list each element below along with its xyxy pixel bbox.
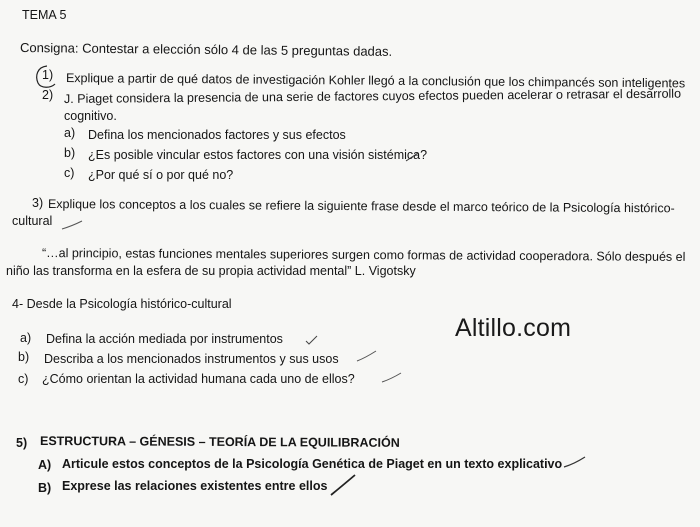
check-mark-icon bbox=[304, 332, 320, 346]
question-5b-text: Exprese las relaciones existentes entre ellos bbox=[62, 479, 328, 493]
question-3-quote-line2: niño las transforma en la esfera de su propia actividad mental” L. Vigotsky bbox=[6, 264, 416, 278]
question-2b-letter: b) bbox=[64, 146, 76, 160]
question-5-number: 5) bbox=[16, 436, 28, 450]
question-4a-text: Defina la acción mediada por instrumentos bbox=[46, 332, 283, 346]
question-4a-letter: a) bbox=[20, 331, 32, 345]
question-3-number: 3) bbox=[32, 196, 44, 210]
question-5-title: ESTRUCTURA – GÉNESIS – TEORÍA DE LA EQUILIBRACIÓN bbox=[39, 434, 400, 450]
question-5b-letter: B) bbox=[38, 481, 52, 495]
question-2a-text: Defina los mencionados factores y sus efectos bbox=[88, 128, 346, 142]
instructions: Consigna: Contestar a elección sólo 4 de las 5 preguntas dadas. bbox=[19, 40, 393, 59]
question-2c-letter: c) bbox=[64, 166, 75, 180]
question-3-text-line1: Explique los conceptos a los cuales se refiere la siguiente frase desde el marco teórico de la Psicología histórico- bbox=[47, 197, 675, 216]
question-4c-letter: c) bbox=[18, 372, 29, 386]
question-4c-text: ¿Cómo orientan la actividad humana cada uno de ellos? bbox=[42, 372, 355, 386]
question-4b-letter: b) bbox=[18, 350, 30, 364]
check-mark-icon bbox=[380, 369, 404, 385]
question-4b-text: Describa a los mencionados instrumentos y sus usos bbox=[44, 352, 339, 366]
check-mark-icon bbox=[355, 348, 379, 364]
question-2b-text: ¿Es posible vincular estos factores con una visión sistémica? bbox=[88, 148, 428, 162]
check-mark-icon bbox=[404, 150, 420, 164]
question-5a-letter: A) bbox=[38, 458, 52, 472]
question-4-title: 4- Desde la Psicología histórico-cultural bbox=[12, 297, 232, 311]
page-title: TEMA 5 bbox=[22, 8, 67, 22]
question-2a-letter: a) bbox=[64, 126, 76, 140]
question-3-text-line2: cultural bbox=[12, 214, 53, 228]
question-2-text-line1: J. Piaget considera la presencia de una serie de factores cuyos efectos pueden acelerar o retrasar el desarrollo bbox=[63, 86, 682, 106]
watermark: Altillo.com bbox=[455, 314, 572, 342]
check-mark-icon bbox=[562, 454, 588, 470]
question-2-text-line2: cognitivo. bbox=[64, 109, 117, 123]
question-3-quote-line1: “…al principio, estas funciones mentales superiores surgen como formas de actividad cooperadora. Sólo después el bbox=[41, 246, 686, 264]
question-2c-text: ¿Por qué sí o por qué no? bbox=[88, 168, 234, 182]
question-5a-text: Articule estos conceptos de la Psicología Genética de Piaget en un texto explicativo bbox=[62, 457, 563, 471]
check-mark-icon bbox=[328, 472, 358, 498]
question-1-text: Explique a partir de qué datos de investigación Kohler llegó a la conclusión que los chimpancés son inteligentes bbox=[65, 71, 686, 91]
question-2-number: 2) bbox=[42, 88, 54, 102]
check-mark-icon bbox=[60, 218, 86, 232]
question-1-number: 1) bbox=[42, 68, 54, 82]
handwritten-circle-mark bbox=[33, 64, 63, 90]
